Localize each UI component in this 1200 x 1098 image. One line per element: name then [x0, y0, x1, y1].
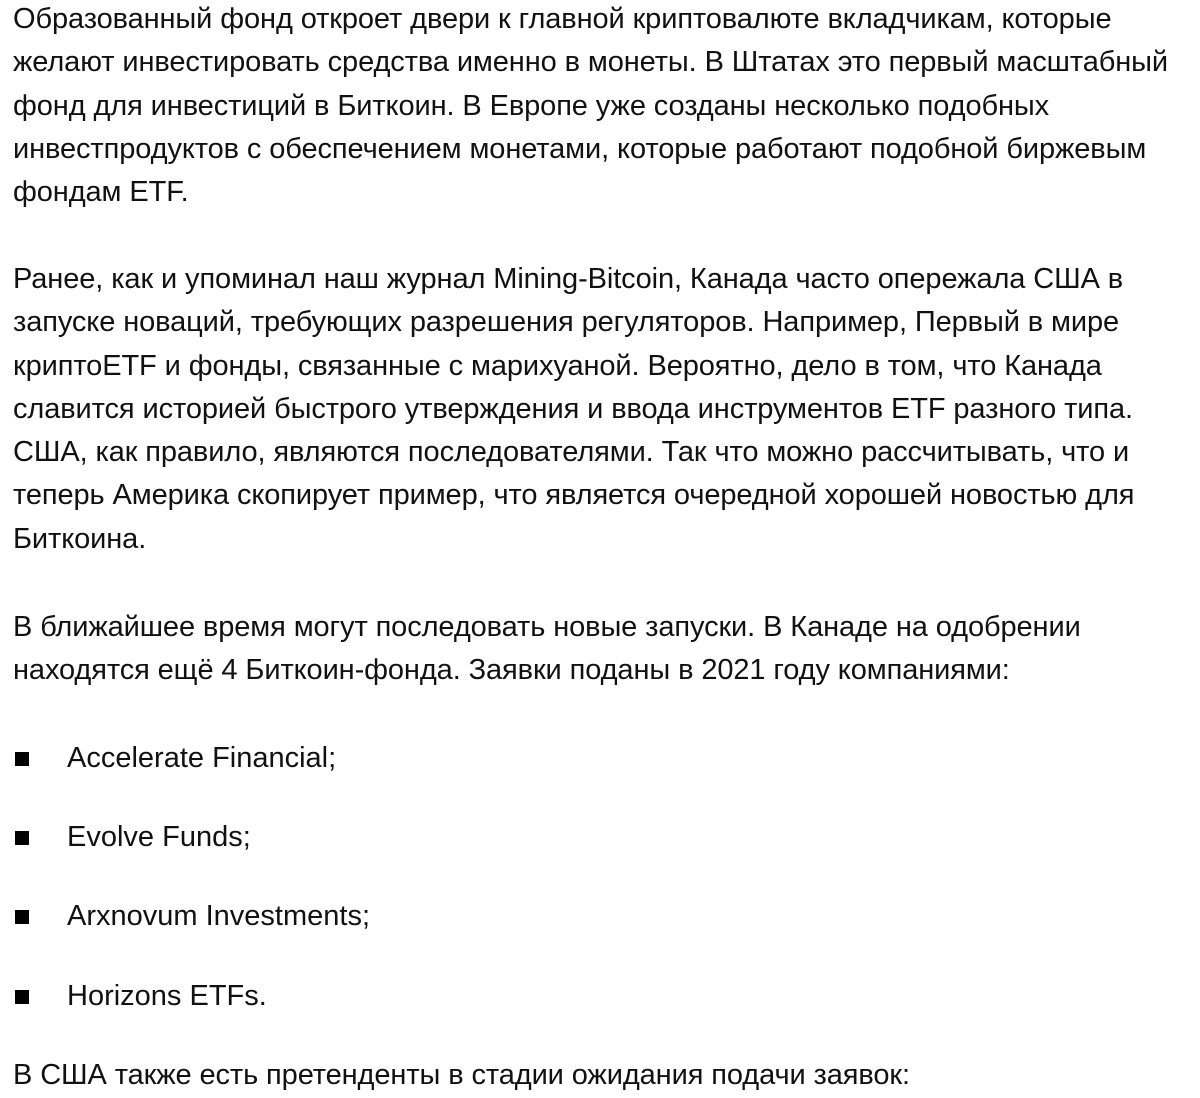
paragraph-canada-vs-usa: [13, 258, 1198, 561]
company-name: Evolve Funds;: [67, 821, 251, 853]
square-bullet-icon: [15, 752, 29, 766]
text-line: фондам ETF.: [13, 176, 189, 209]
text-line: Образованный фонд откроет двери к главной криптовалюте вкладчикам, которые: [13, 3, 1112, 35]
company-name: Accelerate Financial;: [67, 742, 337, 774]
text-line: славится историей быстрого утверждения и ввода инструментов ETF разного типа.: [13, 392, 1133, 425]
text-line: инвестпродуктов с обеспечением монетами, которые работают подобной биржевым: [13, 132, 1147, 165]
square-bullet-icon: [15, 990, 29, 1004]
square-bullet-icon: [15, 910, 29, 924]
company-name: Horizons ETFs.: [67, 980, 267, 1012]
text-line: США, как правило, являются последователями. Так что можно рассчитывать, что и: [13, 436, 1130, 469]
paragraph-usa-applicants: [13, 1054, 1198, 1097]
text-line: криптоETF и фонды, связанные с марихуаной. Вероятно, дело в том, что Канада: [13, 349, 1102, 382]
text-line: находятся ещё 4 Биткоин-фонда. Заявки поданы в 2021 году компаниями:: [13, 654, 1010, 687]
text-line: В ближайшее время могут последовать новые запуски. В Канаде на одобрении: [13, 611, 1081, 643]
text-line: Ранее, как и упоминал наш журнал Mining-Bitcoin, Канада часто опережала США в: [13, 263, 1124, 295]
text-line: В США также есть претенденты в стадии ожидания подачи заявок:: [13, 1059, 910, 1091]
text-line: желают инвестировать средства именно в монеты. В Штатах это первый масштабный: [13, 46, 1168, 79]
square-bullet-icon: [15, 831, 29, 845]
paragraph-upcoming-launches: [13, 606, 1198, 693]
text-line: фонд для инвестиций в Биткоин. В Европе уже созданы несколько подобных: [13, 89, 1050, 122]
company-name: Arxnovum Investments;: [67, 900, 370, 932]
text-line: теперь Америка скопирует пример, что является очередной хорошей новостью для: [13, 479, 1135, 512]
paragraph-fund-intro: [13, 0, 1198, 214]
text-line: Биткоина.: [13, 522, 147, 555]
text-line: запуске новаций, требующих разрешения регуляторов. Например, Первый в мире: [13, 306, 1120, 339]
